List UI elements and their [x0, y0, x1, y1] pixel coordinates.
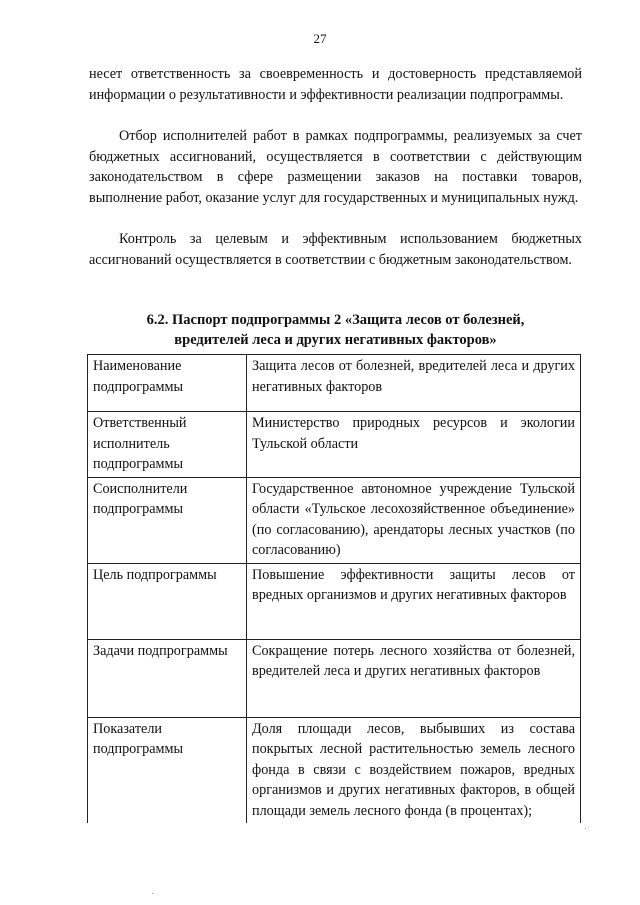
section-heading-line-1: 6.2. Паспорт подпрограммы 2 «Защита лесов от болезней,: [146, 312, 525, 328]
body-paragraph-2: [89, 126, 582, 208]
row-label: Ответственный исполнитель подпрограммы: [88, 412, 247, 478]
row-label: Показатели подпрограммы: [88, 717, 247, 823]
table-row: [88, 355, 581, 412]
scan-speck: [585, 828, 586, 829]
table-row: [88, 563, 581, 639]
paragraph-text: Отбор исполнителей работ в рамках подпрограммы, реализуемых за счет бюджетных ассигнований, осуществляется в соответствии с действующим законодательством в сфере размещении заказов на поставки товаров, выполнение работ, оказание услуг для государственных и муниципальных нужд.: [89, 128, 582, 206]
row-label: Соисполнители подпрограммы: [88, 477, 247, 563]
table-row: [88, 412, 581, 478]
row-value: Доля площади лесов, выбывших из состава покрытых лесной растительностью земель лесного фонда в связи с воздействием пожаров, вредных организмов и других негативных факторов, в общей площади земель лесного фонда (в процентах);: [247, 717, 581, 823]
section-heading: [89, 310, 582, 350]
paragraph-text: несет ответственность за своевременность и достоверность представляемой информации о результативности и эффективности реализации подпрограммы.: [89, 66, 582, 103]
page-number: 27: [313, 31, 327, 46]
table-row: [88, 717, 581, 823]
subprogram-passport-table: [87, 354, 581, 823]
row-value: Повышение эффективности защиты лесов от вредных организмов и других негативных факторов: [247, 563, 581, 639]
table-row: [88, 639, 581, 717]
body-paragraph-1: [89, 64, 582, 105]
row-value: Министерство природных ресурсов и экологии Тульской области: [247, 412, 581, 478]
paragraph-text: Контроль за целевым и эффективным использованием бюджетных ассигнований осуществляется в соответствии с бюджетным законодательством.: [89, 231, 582, 268]
table-row: [88, 477, 581, 563]
scan-speck: [152, 893, 153, 894]
row-value: Государственное автономное учреждение Тульской области «Тульское лесохозяйственное объединение» (по согласованию), арендаторы лесных участков (по согласованию): [247, 477, 581, 563]
section-heading-line-2: вредителей леса и других негативных факторов»: [174, 332, 497, 348]
row-label: Цель подпрограммы: [88, 563, 247, 639]
row-value: Сокращение потерь лесного хозяйства от болезней, вредителей леса и других негативных факторов: [247, 639, 581, 717]
row-value: Защита лесов от болезней, вредителей леса и других негативных факторов: [247, 355, 581, 412]
row-label: Наименование подпрограммы: [88, 355, 247, 412]
row-label: Задачи подпрограммы: [88, 639, 247, 717]
body-paragraph-3: [89, 229, 582, 270]
